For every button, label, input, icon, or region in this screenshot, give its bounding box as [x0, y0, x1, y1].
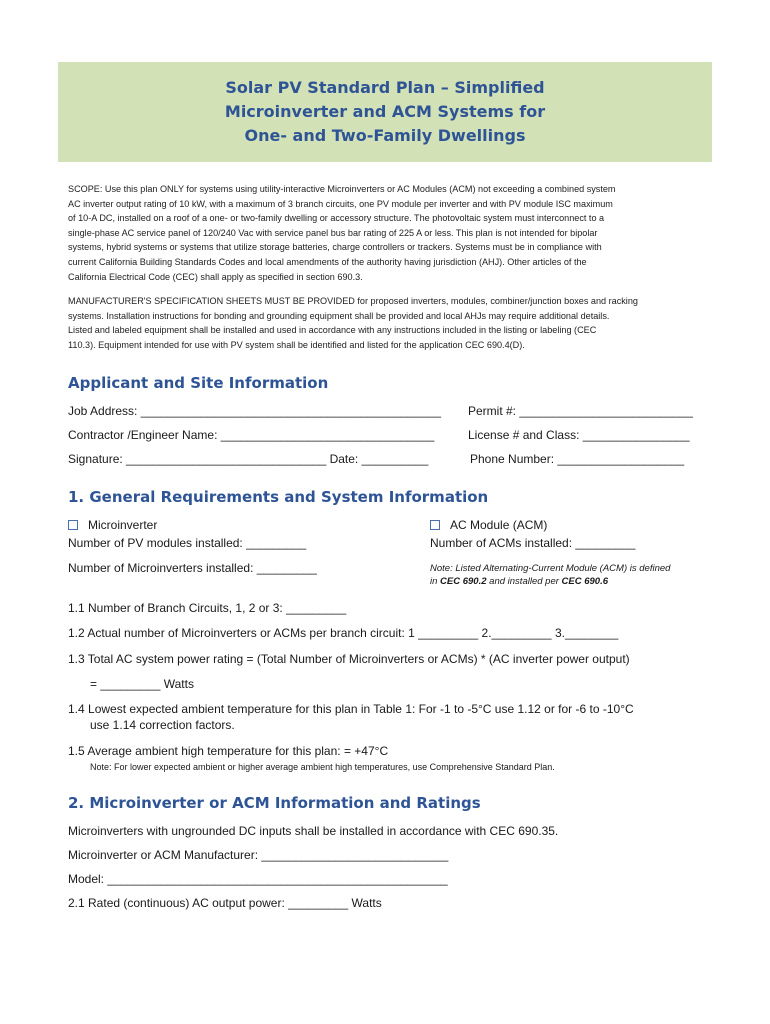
- job-address-field[interactable]: Job Address: _____________________________________________: [68, 404, 442, 418]
- scope-line: of 10-A DC, installed on a roof of a one- or two-family dwelling or accessory structure. The photovoltaic system must interconnect to a: [68, 213, 605, 224]
- scope-line: current California Building Standards Codes and local amendments of the authority having jurisdiction (AHJ). Other articles of the: [68, 256, 587, 267]
- acm-option[interactable]: [430, 518, 547, 532]
- manufacturer-line: systems. Installation instructions for bonding and grounding equipment shall be provided and local AHJs may require additional details.: [68, 310, 610, 321]
- manufacturer-line: Listed and labeled equipment shall be installed and used in accordance with any instructions included in the listing or labeling (CEC: [68, 325, 597, 336]
- item-1-1[interactable]: 1.1 Number of Branch Circuits, 1, 2 or 3: _________: [68, 601, 347, 615]
- acm-note-line-1: Note: Listed Alternating-Current Module (ACM) is defined: [430, 563, 671, 574]
- section-1-heading: 1. General Requirements and System Information: [68, 488, 489, 506]
- signature-date-field[interactable]: Signature: ______________________________ Date: __________: [68, 452, 429, 466]
- title-banner: [58, 62, 712, 162]
- item-1-5-note: Note: For lower expected ambient or higher average ambient high temperatures, use Comprehensive Standard Plan.: [90, 762, 555, 772]
- item-1-4-cont: use 1.14 correction factors.: [90, 718, 235, 732]
- contractor-field[interactable]: Contractor /Engineer Name: ________________________________: [68, 428, 435, 442]
- acms-installed-field[interactable]: Number of ACMs installed: _________: [430, 536, 636, 550]
- scope-line: systems, hybrid systems or systems that utilize storage batteries, charge controllers or trackers. Systems must be in compliance with: [68, 242, 602, 253]
- acm-note-line-2: in CEC 690.2 and installed per CEC 690.6: [430, 576, 609, 587]
- item-1-2[interactable]: 1.2 Actual number of Microinverters or ACMs per branch circuit: 1 _________ 2._________ 3.________: [68, 626, 619, 640]
- item-1-3-watts[interactable]: = _________ Watts: [90, 677, 194, 691]
- scope-paragraph: [68, 182, 704, 284]
- microinverter-label: Microinverter: [88, 518, 158, 532]
- manufacturer-field[interactable]: Microinverter or ACM Manufacturer: ____________________________: [68, 848, 449, 862]
- microinverter-option[interactable]: [68, 518, 157, 532]
- acm-note: [430, 562, 670, 588]
- item-1-4: 1.4 Lowest expected ambient temperature for this plan in Table 1: For -1 to -5°C use 1.12 or for -6 to -10°C: [68, 702, 634, 716]
- microinverter-checkbox[interactable]: [68, 520, 78, 530]
- section-2-line-1: Microinverters with ungrounded DC inputs shall be installed in accordance with CEC 690.35.: [68, 824, 559, 838]
- manufacturer-line: 110.3). Equipment intended for use with PV system shall be identified and listed for the application CEC 690.4(D).: [68, 339, 525, 350]
- item-1-3: 1.3 Total AC system power rating = (Total Number of Microinverters or ACMs) * (AC inverter power output): [68, 652, 630, 666]
- scope-line: SCOPE: Use this plan ONLY for systems using utility-interactive Microinverters or AC Modules (ACM) not exceeding a combined system: [68, 184, 616, 194]
- scope-line: single-phase AC service panel of 120/240 Vac with service panel bus bar rating of 225 A or less. This plan is not intended for bipolar: [68, 227, 598, 238]
- acm-label: AC Module (ACM): [450, 518, 548, 532]
- item-2-1[interactable]: 2.1 Rated (continuous) AC output power: _________ Watts: [68, 896, 382, 910]
- applicant-heading: Applicant and Site Information: [68, 374, 329, 392]
- manufacturer-line: MANUFACTURER'S SPECIFICATION SHEETS MUST BE PROVIDED for proposed inverters, modules, combiner/junction boxes and racking: [68, 296, 638, 306]
- model-field[interactable]: Model: ___________________________________________________: [68, 872, 448, 886]
- title-line-3: One- and Two-Family Dwellings: [244, 126, 526, 145]
- title-line-2: Microinverter and ACM Systems for: [224, 102, 546, 121]
- pv-modules-field[interactable]: Number of PV modules installed: _________: [68, 536, 307, 550]
- acm-checkbox[interactable]: [430, 520, 440, 530]
- title-line-1: Solar PV Standard Plan – Simplified: [225, 78, 545, 97]
- permit-field[interactable]: Permit #: __________________________: [468, 404, 693, 418]
- section-2-heading: 2. Microinverter or ACM Information and Ratings: [68, 794, 481, 812]
- item-1-5: 1.5 Average ambient high temperature for this plan: = +47°C: [68, 744, 389, 758]
- scope-line: California Electrical Code (CEC) shall apply as specified in section 690.3.: [68, 271, 363, 282]
- license-field[interactable]: License # and Class: ________________: [468, 428, 690, 442]
- microinverters-installed-field[interactable]: Number of Microinverters installed: _________: [68, 561, 317, 575]
- scope-line: AC inverter output rating of 10 kW, with a maximum of 3 branch circuits, one PV module per inverter and with PV module ISC maximum: [68, 198, 613, 209]
- phone-field[interactable]: Phone Number: ___________________: [470, 452, 685, 466]
- manufacturer-paragraph: [68, 294, 704, 352]
